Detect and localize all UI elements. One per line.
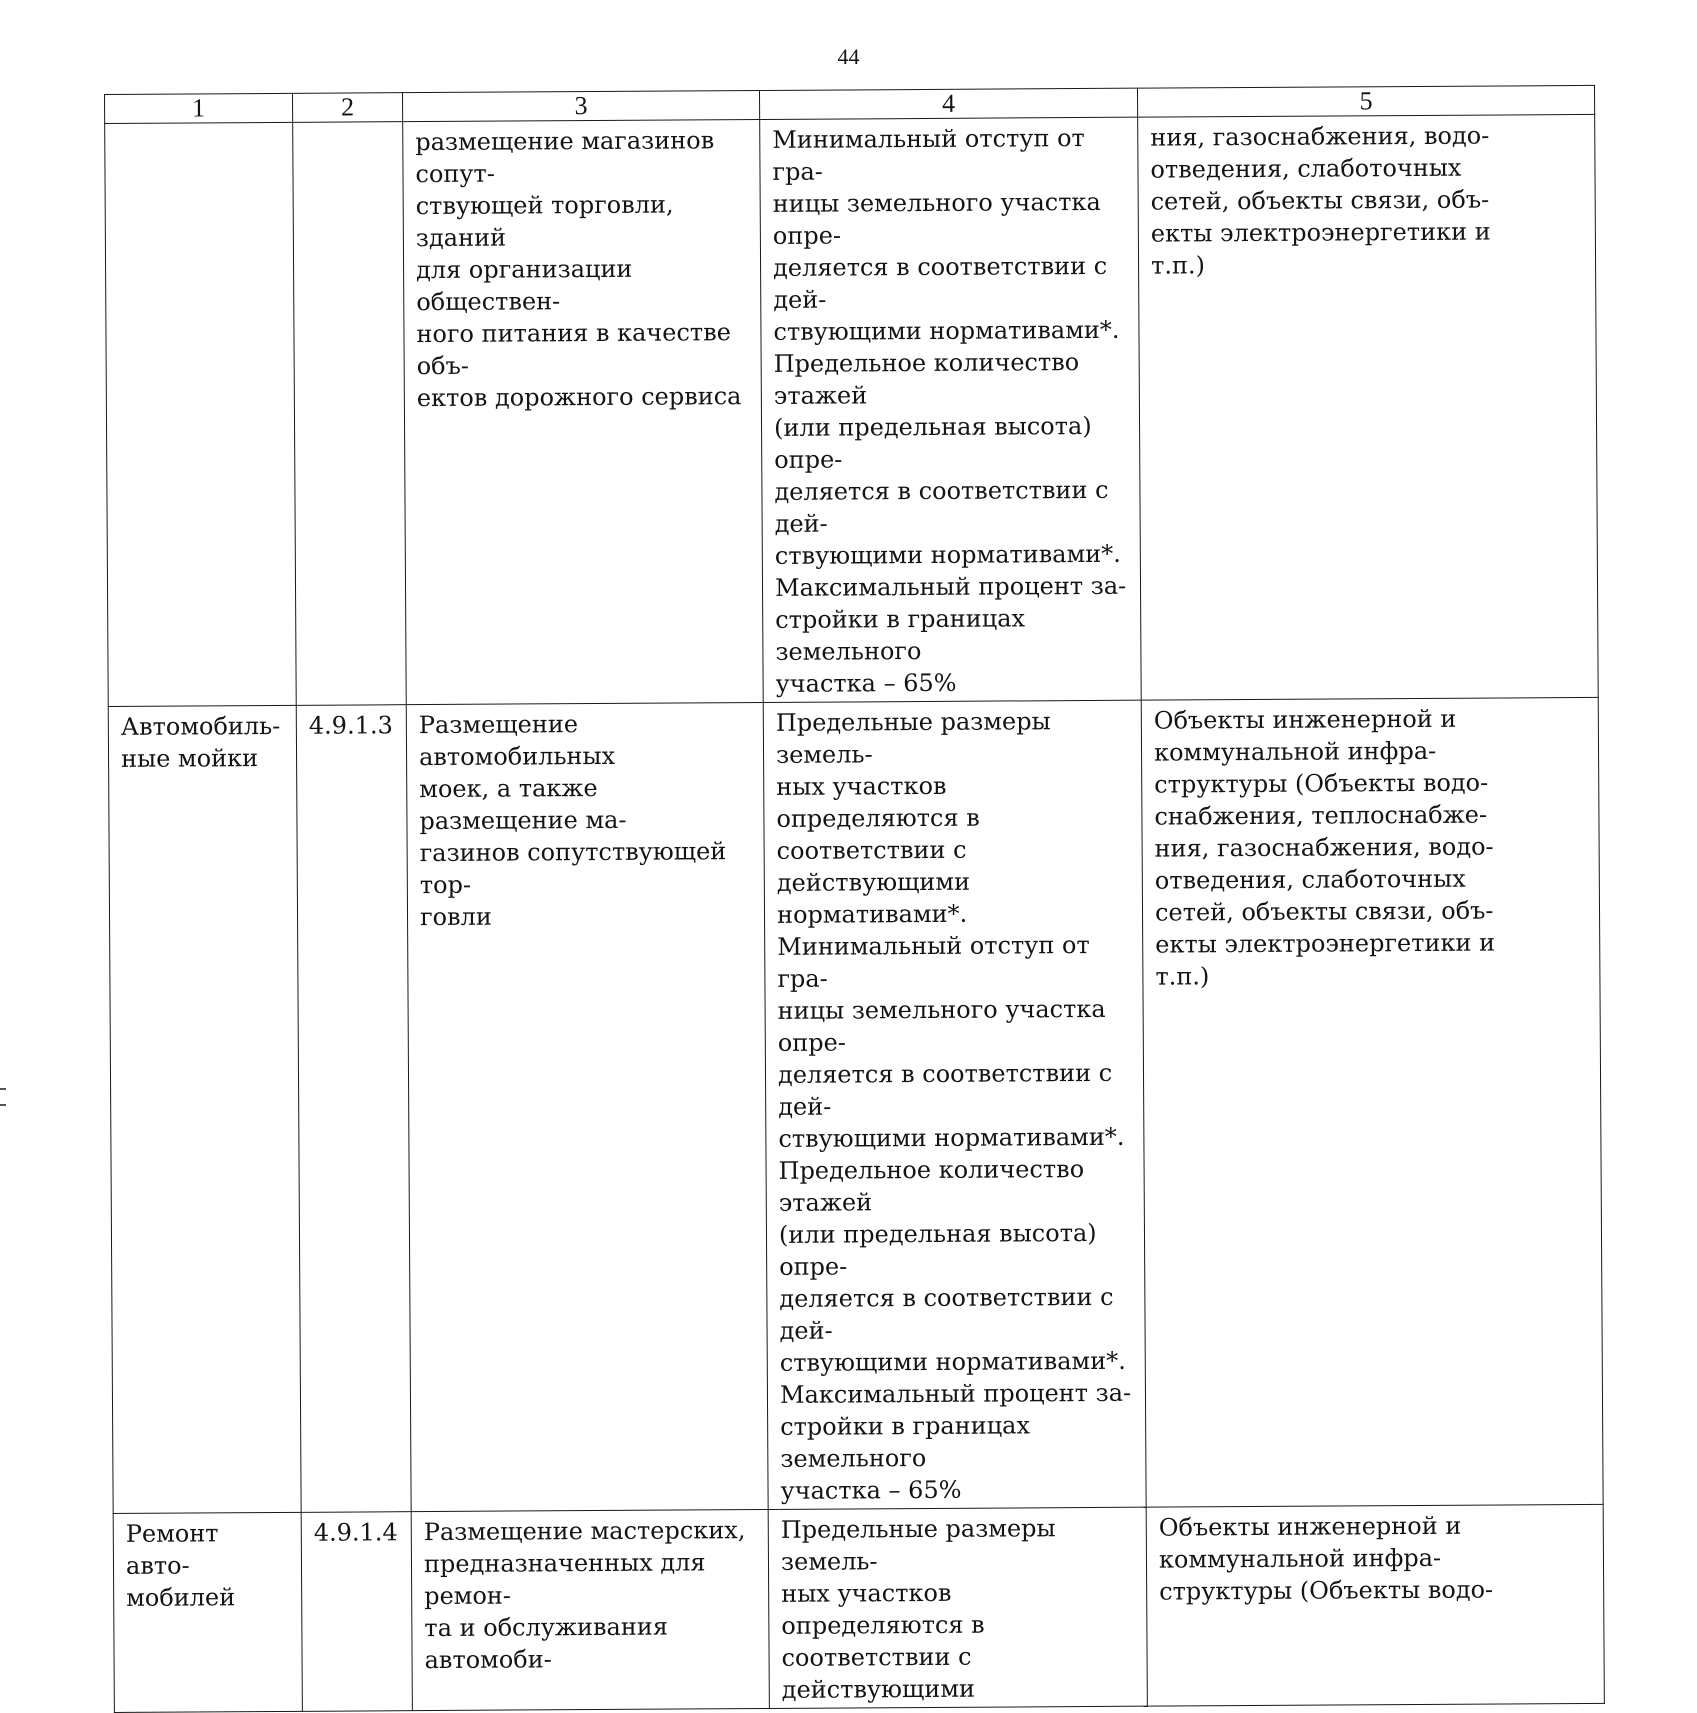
use-description-cell: Размещение мастерских, предназначенных для ремон- та и обслуживания автомоби- (411, 1509, 769, 1710)
auxiliary-uses-cell: ния, газоснабжения, водо- отведения, слаботочных сетей, объекты связи, объ- екты электроэнергетики и т.п.) (1138, 114, 1599, 700)
page-number: 44 (837, 44, 860, 69)
regulations-table-wrapper (104, 85, 1604, 1713)
use-code-cell: 4.9.1.4 (301, 1512, 412, 1712)
table-row (113, 1504, 1604, 1712)
use-code-cell (293, 122, 407, 706)
scan-edge-mark (0, 1088, 6, 1106)
parameters-cell: Предельные размеры земель- ных участков определяются в соответствии с действующими нормативами*. Минимальный отступ от гра- ницы земельного участка опре- деляется в соответствии с дей- ствующими нормативами*. Предельное количество этажей (или предельная высота) опре- деляется в соответствии с дей- ствующими нормативами*. Максимальный процент за- стройки в границах земельного участка – 65% (763, 700, 1146, 1509)
parameters-cell: Минимальный отступ от гра- ницы земельного участка опре- деляется в соответствии с дей- ствующими нормативами*. Предельное количество этажей (или предельная высота) опре- деляется в соответствии с дей- ствующими нормативами*. Максимальный процент за- стройки в границах земельного участка – 65% (760, 117, 1142, 702)
column-header-5: 5 (1137, 85, 1594, 117)
column-header-1: 1 (105, 93, 293, 123)
use-name-cell: Автомобиль- ные мойки (108, 705, 301, 1513)
table-row (108, 697, 1603, 1513)
use-code-cell: 4.9.1.3 (296, 705, 411, 1513)
use-name-cell: Ремонт авто- мобилей (113, 1512, 302, 1712)
auxiliary-uses-cell: Объекты инженерной и коммунальной инфра- структуры (Объекты водо- снабжения, теплоснабже- ния, газоснабжения, водо- отведения, слаботочных сетей, объекты связи, объ- екты электроэнергетики и т.п.) (1141, 697, 1603, 1507)
column-header-2: 2 (292, 93, 402, 123)
column-header-4: 4 (759, 88, 1137, 119)
regulations-table (104, 85, 1605, 1713)
use-description-cell: размещение магазинов сопут- ствующей торговли, зданий для организации обществен- ного питания в качестве объ- ектов дорожного сервиса (403, 119, 764, 704)
use-name-cell (105, 122, 297, 706)
parameters-cell: Предельные размеры земель- ных участков определяются в соответствии с действующими (768, 1507, 1147, 1708)
use-description-cell: Размещение автомобильных моек, а также размещение ма- газинов сопутствующей тор- говли (406, 702, 768, 1511)
column-header-3: 3 (402, 90, 759, 121)
table-row (105, 114, 1599, 706)
auxiliary-uses-cell: Объекты инженерной и коммунальной инфра- структуры (Объекты водо- (1146, 1504, 1604, 1706)
